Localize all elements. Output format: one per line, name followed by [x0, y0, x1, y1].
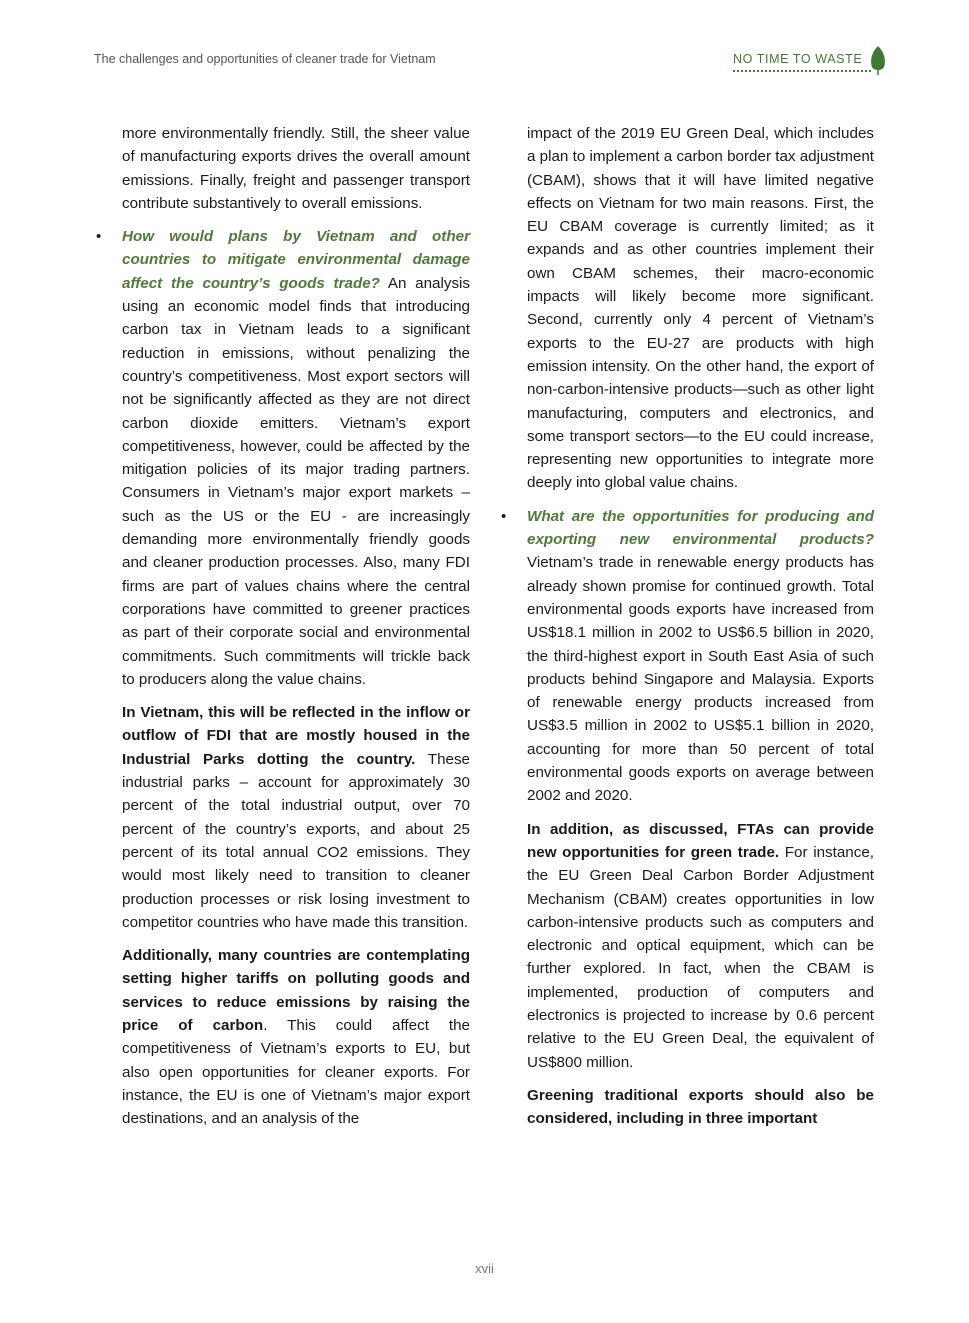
question-heading: How would plans by Vietnam and other countries to mitigate environmental damage affect the country’s goods trade? — [122, 228, 470, 292]
paragraph: more environmentally friendly. Still, the sheer value of manufacturing exports drives the overall amount emissions. Finally, freight and passenger transport contribute substantively to overall emissions. — [122, 125, 470, 212]
bold-lead: Greening traditional exports should also be considered, including in three important — [527, 1086, 874, 1128]
bullet-dot: • — [501, 507, 507, 525]
bullet-text: Vietnam’s trade in renewable energy products has already shown promise for continued growth. Total environmental goods exports have increased from US$18.1 million in 2002 to US$6.5 billion in 2020, the third-highest export in South East Asia of such products behind Singapore and Malaysia. Exports of renewable energy products increased from US$3.5 million in 2002 to US$5.1 billion in 2020, accounting for more than 50 percent of total environmental goods exports on average between 2002 and 2020. — [527, 554, 874, 805]
page-number: xvii — [475, 1261, 494, 1276]
paragraph — [122, 701, 470, 934]
paragraph-text: . This could affect the competitiveness of Vietnam’s exports to EU, but also open opportunities for cleaner exports. For instance, the EU is one of Vietnam’s major export destinations, and an analysis of the — [122, 1016, 470, 1128]
bold-lead: In Vietnam, this will be reflected in the inflow or outflow of FDI that are mostly housed in the Industrial Parks dotting the country. — [122, 704, 470, 768]
bullet-text: An analysis using an economic model finds that introducing carbon tax in Vietnam leads to a significant reduction in emissions, without penalizing the country’s competitiveness. Most export sectors will not be significantly affected as they are not direct carbon dioxide emitters. Vietnam’s export competitiveness, however, could be affected by the mitigation policies of its major trading partners. Consumers in Vietnam’s major export markets – such as the US or the EU - are increasingly demanding more environmentally friendly goods and cleaner production processes. Also, many FDI firms are part of values chains where the central corporations have committed to greener practices as part of their corporate social and environmental commitments. Such commitments will trickle back to producers along the value chains. — [122, 274, 470, 688]
brand-logo — [733, 45, 888, 75]
paragraph — [527, 818, 874, 1074]
leaf-icon — [869, 45, 887, 75]
paragraph: impact of the 2019 EU Green Deal, which includes a plan to implement a carbon border tax adjustment (CBAM), shows that it will have limited negative effects on Vietnam for two main reasons. First, the EU CBAM coverage is currently limited; as it expands and as other countries implement their own CBAM schemes, their macro-economic impacts will likely become more significant. Second, currently only 4 percent of Vietnam’s exports to the EU-27 are products with high emission intensity. On the other hand, the export of non-carbon-intensive products—such as other light manufacturing, computers and electronics, and some transport sectors—to the EU could increase, representing new opportunities to integrate more deeply into global value chains. — [527, 125, 874, 492]
bullet-item — [501, 505, 874, 808]
brand-dotted-underline — [733, 70, 871, 72]
bold-lead: Additionally, many countries are contemplating setting higher tariffs on polluting goods and services to reduce emissions by raising the price of carbon — [122, 947, 470, 1034]
left-column — [96, 122, 471, 1140]
paragraph — [122, 944, 470, 1130]
bullet-dot: • — [96, 228, 102, 246]
bullet-item — [96, 225, 470, 691]
paragraph-text: These industrial parks – account for approximately 30 percent of the total industrial output, over 70 percent of the country’s exports, and about 25 percent of its total annual CO2 emissions. They would most likely need to transition to cleaner production processes or risk losing investment to competitor countries who have made this transition. — [122, 750, 471, 931]
paragraph — [527, 1084, 874, 1131]
right-column — [501, 122, 874, 1140]
question-heading: What are the opportunities for producing and exporting new environmental products? — [527, 507, 874, 549]
bold-lead: In addition, as discussed, FTAs can provide new opportunities for green trade. — [527, 820, 874, 861]
paragraph-text: For instance, the EU Green Deal Carbon Border Adjustment Mechanism (CBAM) creates opportunities in low carbon-intensive products such as computers and electronic and optical equipment, which can be further explored. In fact, when the CBAM is implemented, production of computers and electronics is projected to increase by 0.6 percent relative to the EU Green Deal, the equivalent of US$800 million. — [527, 843, 874, 1071]
brand-title: NO TIME TO WASTE — [733, 52, 863, 66]
running-header-title: The challenges and opportunities of cleaner trade for Vietnam — [94, 52, 436, 66]
